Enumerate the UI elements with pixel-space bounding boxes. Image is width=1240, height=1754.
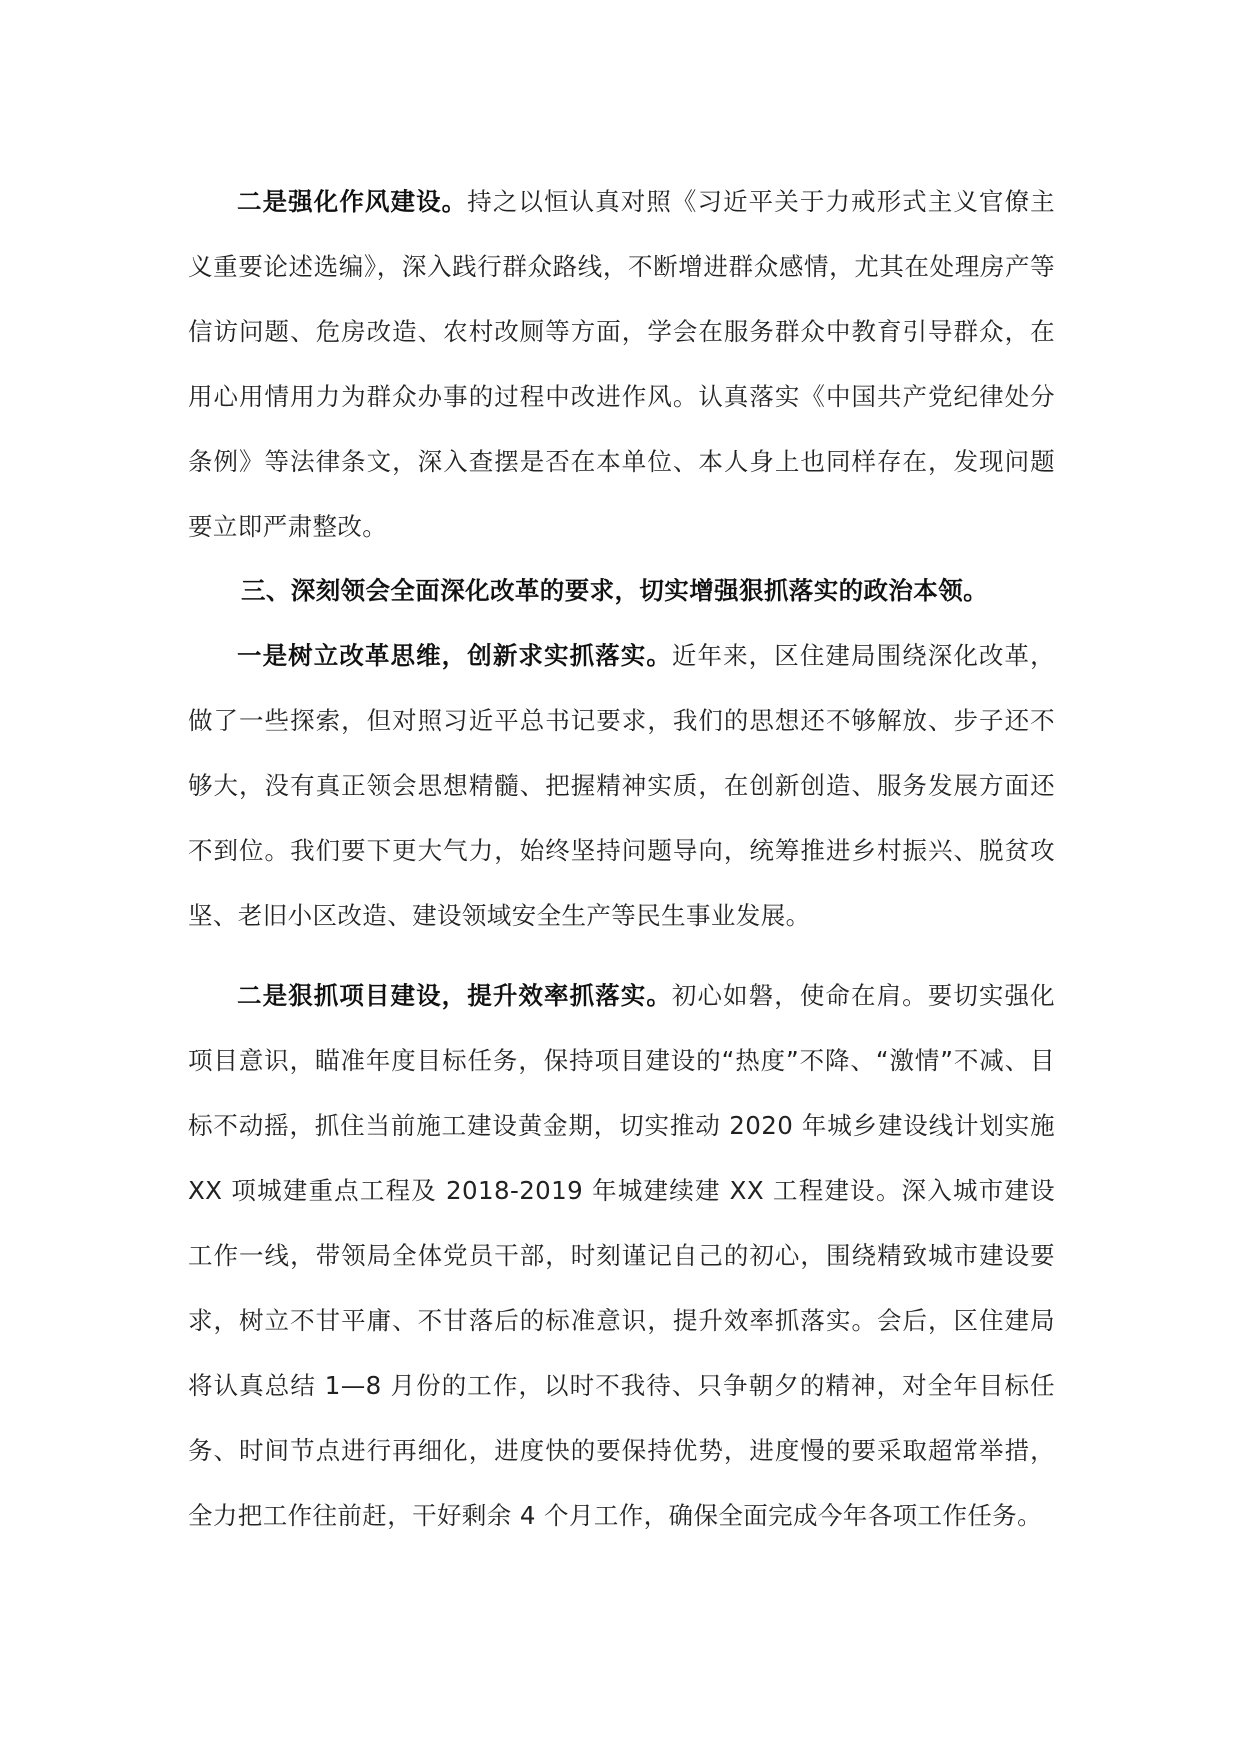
section-heading-reform	[188, 569, 1055, 613]
paragraph-lead: 二是强化作风建设。	[237, 187, 468, 216]
paragraph-lead: 一是树立改革思维，创新求实抓落实。	[237, 641, 672, 670]
paragraph-project-construction	[188, 963, 1055, 1548]
document-body	[188, 169, 1055, 1548]
paragraph-text: 持之以恒认真对照《习近平关于力戒形式主义官僚主义重要论述选编》，深入践行群众路线，不断增进群众感情，尤其在处理房产等信访问题、危房改造、农村改厕等方面，学会在服务群众中教育引导群众，在用心用情用力为群众办事的过程中改进作风。认真落实《中国共产党纪律处分条例》等法律条文，深入查摆是否在本单位、本人身上也同样存在，发现问题要立即严肃整改。	[188, 187, 1055, 541]
paragraph-style-building	[188, 169, 1055, 559]
paragraph-text: 近年来，区住建局围绕深化改革，做了一些探索，但对照习近平总书记要求，我们的思想还不够解放、步子还不够大，没有真正领会思想精髓、把握精神实质，在创新创造、服务发展方面还不到位。我们要下更大气力，始终坚持问题导向，统筹推进乡村振兴、脱贫攻坚、老旧小区改造、建设领域安全生产等民生事业发展。	[188, 641, 1055, 930]
paragraph-reform-thinking	[188, 623, 1055, 948]
paragraph-lead: 二是狠抓项目建设，提升效率抓落实。	[237, 981, 672, 1010]
section-heading-text: 三、深刻领会全面深化改革的要求，切实增强狠抓落实的政治本领。	[241, 576, 988, 605]
paragraph-text: 初心如磐，使命在肩。要切实强化项目意识，瞄准年度目标任务，保持项目建设的“热度”不降、“激情”不减、目标不动摇，抓住当前施工建设黄金期，切实推动 2020 年城乡建设线计划实施 XX 项城建重点工程及 2018-2019 年城建续建 XX 工程建设。深入城市建设工作一线，带领局全体党员干部，时刻谨记自己的初心，围绕精致城市建设要求，树立不甘平庸、不甘落后的标准意识，提升效率抓落实。会后，区住建局将认真总结 1—8 月份的工作，以时不我待、只争朝夕的精神，对全年目标任务、时间节点进行再细化，进度快的要保持优势，进度慢的要采取超常举措，全力把工作往前赶，干好剩余 4 个月工作，确保全面完成今年各项工作任务。	[188, 981, 1055, 1530]
